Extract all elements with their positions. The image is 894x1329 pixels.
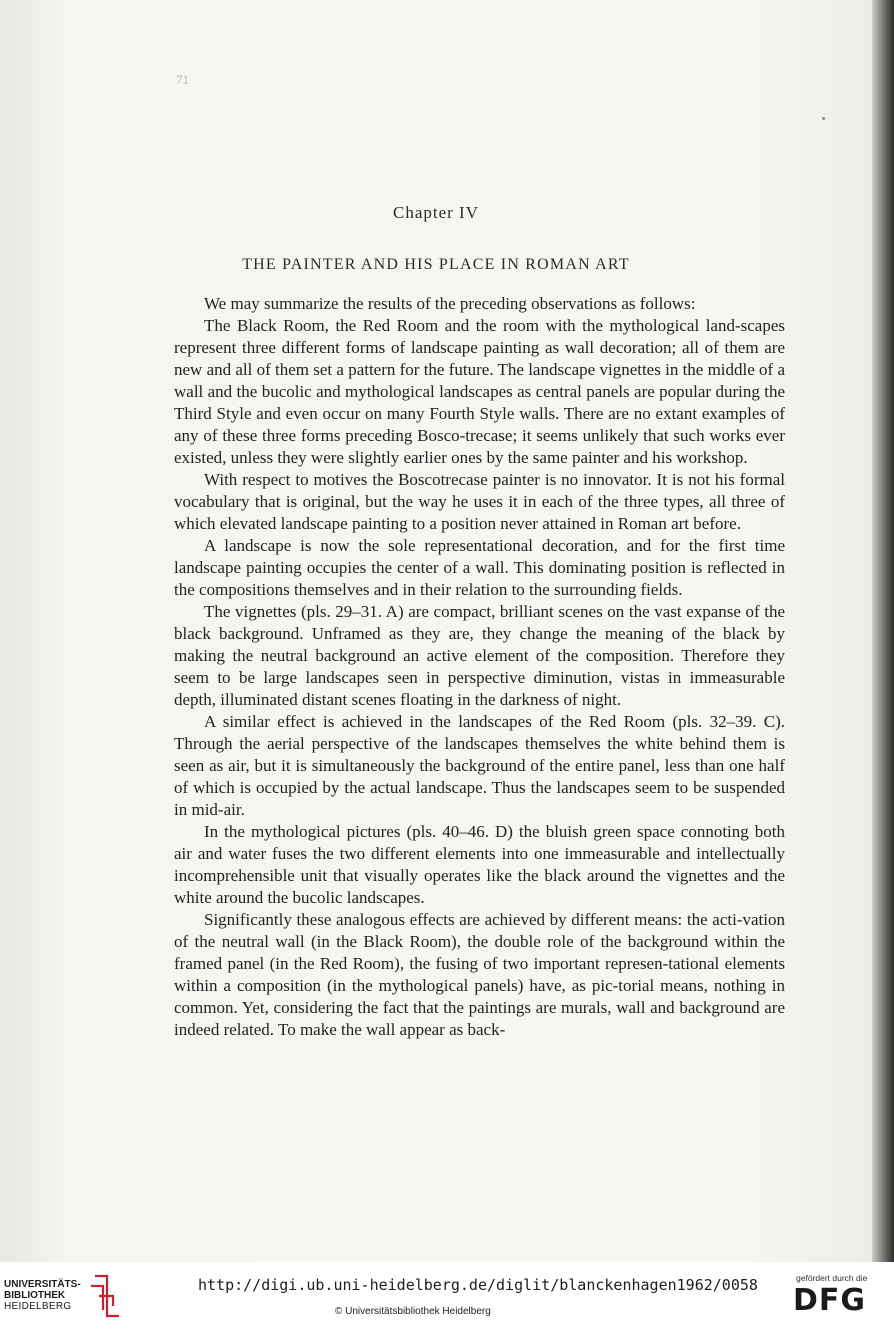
library-city: HEIDELBERG <box>4 1301 72 1312</box>
page-edge-shadow <box>872 0 894 1262</box>
library-name-line: BIBLIOTHEK <box>4 1290 66 1301</box>
library-logo-text <box>4 1279 81 1312</box>
scan-speck <box>822 117 825 120</box>
page-number: 71 <box>176 72 189 87</box>
paragraph: A landscape is now the sole representational decoration, and for the first time landscape painting occupies the center of a wall. This dominating position is reflected in the compositions themselves and in their relation to the surrounding fields. <box>174 536 785 599</box>
funding-label: gefördert durch die <box>796 1273 868 1283</box>
paragraph: In the mythological pictures (pls. 40–46. D) the bluish green space connoting both air and water fuses the two different elements into one immeasurable and intellectually incomprehensible unit that visually operates like the black around the vignettes and the white around the bucolic landscapes. <box>174 822 785 907</box>
chapter-title: THE PAINTER AND HIS PLACE IN ROMAN ART <box>242 256 630 273</box>
chapter-label: Chapter IV <box>392 203 479 222</box>
bleed-through-text <box>180 100 790 260</box>
paragraph: With respect to motives the Boscotrecase painter is no innovator. It is not his formal vocabulary that is original, but the way he uses it in each of the three types, all three of which elevated landscape painting to a position never attained in Roman art before. <box>174 470 785 533</box>
paragraph: The Black Room, the Red Room and the room with the mythological land-scapes represent three different forms of landscape painting as wall decoration; all of them are new and all of them set a pattern for the future. The landscape vignettes in the middle of a wall and the bucolic and mythological landscapes as central panels are popular during the Third Style and even occur on many Fourth Style walls. There are no extant examples of any of these three forms preceding Bosco-trecase; it seems unlikely that such works ever existed, unless they were slightly earlier ones by the same painter and his workshop. <box>174 316 786 467</box>
paragraph: Significantly these analogous effects are achieved by different means: the acti-vation of the neutral wall (in the Black Room), the double role of the background within the framed panel (in the Red Room), the fusing of two important represen-tational elements within a composition (in the mythological panels) have, as pic-torial means, nothing in common. Yet, considering the fact that the paintings are murals, wall and background are indeed related. To make the wall appear as back- <box>174 910 785 1039</box>
library-logo-icon <box>89 1272 125 1320</box>
copyright-notice: © Universitätsbibliothek Heidelberg <box>335 1306 491 1317</box>
paragraph: A similar effect is achieved in the landscapes of the Red Room (pls. 32–39. C). Through the aerial perspective of the landscapes themselves the white behind them is seen as air, but it is simultaneously the background of the entire panel, less than one half of which is occupied by the actual landscape. Thus the landscapes seem to be suspended in mid-air. <box>174 712 785 819</box>
library-name-line: UNIVERSITÄTS- <box>4 1279 81 1290</box>
dfg-logo: DFG <box>793 1283 867 1318</box>
paragraph: The vignettes (pls. 29–31. A) are compact, brilliant scenes on the vast expanse of the black background. Unframed as they are, they change the meaning of the black by making the neutral background an active element of the composition. Therefore they seem to be large landscapes seen in perspective diminution, vistas in immeasurable depth, illuminated distant scenes floating in the darkness of night. <box>174 602 785 709</box>
footer-bar <box>0 1262 894 1329</box>
paragraph: We may summarize the results of the preceding observations as follows: <box>204 294 696 313</box>
permalink-url[interactable]: http://digi.ub.uni-heidelberg.de/diglit/blanckenhagen1962/0058 <box>198 1276 758 1294</box>
body-text <box>174 293 785 1041</box>
